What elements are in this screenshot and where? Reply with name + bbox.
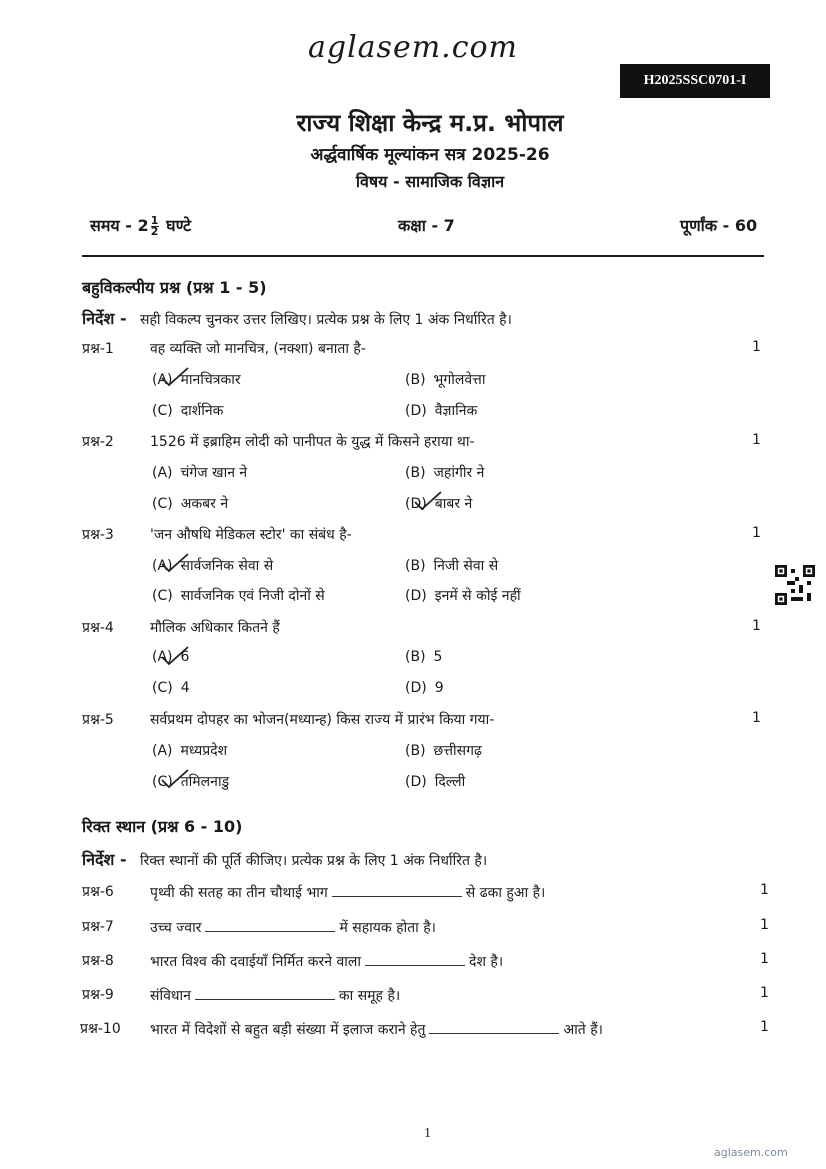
option-c: (C) तमिलनाडु [152,774,230,790]
option-c: (C) दार्शनिक [152,403,224,419]
fill-blank-text: पृथ्वी की सतह का तीन चौथाई भाग से ढका हुआ है। [150,882,545,902]
option-b: (B) 5 [405,649,443,665]
paper-code: H2025SSC0701-I [620,64,770,98]
question-number: प्रश्न-8 [82,953,114,969]
section-title: रिक्त स्थान (प्रश्न 6 - 10) [82,817,243,836]
question-marks: 1 [752,710,761,726]
question-text: 'जन औषधि मेडिकल स्टोर' का संबंध है- [150,527,352,543]
option-d: (D) इनमें से कोई नहीं [405,588,521,604]
question-marks: 1 [760,882,769,898]
page-title: राज्य शिक्षा केन्द्र म.प्र. भोपाल [296,109,564,137]
section-instruction: निर्देश - रिक्त स्थानों की पूर्ति कीजिए। प्रत्येक प्रश्न के लिए 1 अंक निर्धारित है। [82,850,488,869]
option-a: (A) 6 [152,649,190,665]
question-number: प्रश्न-6 [82,884,114,900]
answer-tick-mark [413,490,443,512]
option-d: (D) वैज्ञानिक [405,403,478,419]
question-marks: 1 [752,339,761,355]
option-b: (B) भूगोलवेत्ता [405,372,486,388]
watermark-logo: aglasem.com [307,30,518,65]
option-c: (C) सार्वजनिक एवं निजी दोनों से [152,588,325,604]
option-b: (B) जहांगीर ने [405,465,485,481]
answer-tick-mark [160,366,190,388]
option-b: (B) निजी सेवा से [405,558,499,574]
question-number: प्रश्न-9 [82,987,114,1003]
total-marks: पूर्णांक - 60 [680,216,758,235]
question-marks: 1 [760,951,769,967]
fill-blank-text: भारत विश्व की दवाईयाँ निर्मित करने वाला देश है। [150,951,503,971]
question-marks: 1 [760,985,769,1001]
class-label: कक्षा - 7 [398,216,455,235]
question-number: प्रश्न-1 [82,341,114,357]
option-d: (D) 9 [405,680,444,696]
question-text: 1526 में इब्राहिम लोदी को पानीपत के युद्ध में किसने हराया था- [150,434,475,450]
section-title: बहुविकल्पीय प्रश्न (प्रश्न 1 - 5) [82,278,267,297]
question-marks: 1 [752,618,761,634]
answer-tick-mark [160,768,190,790]
question-marks: 1 [760,917,769,933]
question-number: प्रश्न-2 [82,434,114,450]
option-c: (C) 4 [152,680,190,696]
page-number: 1 [424,1126,431,1141]
question-marks: 1 [752,432,761,448]
question-marks: 1 [752,525,761,541]
question-number: प्रश्न-4 [82,620,114,636]
question-number: प्रश्न-5 [82,712,114,728]
question-text: वह व्यक्ति जो मानचित्र, (नक्शा) बनाता है- [150,341,366,357]
fill-blank-text: उच्च ज्वार में सहायक होता है। [150,917,436,937]
exam-title: अर्द्धवार्षिक मूल्यांकन सत्र 2025-26 [310,145,550,165]
answer-tick-mark [160,552,190,574]
question-number: प्रश्न-7 [82,919,114,935]
option-d: (D) दिल्ली [405,774,466,790]
option-b: (B) छत्तीसगढ़ [405,743,482,759]
header-divider [82,255,764,257]
qr-code [775,565,815,605]
option-a: (A) चंगेज खान ने [152,465,248,481]
time-allowed: समय - 2 $\frac{1}{2}$ घण्टे [90,214,192,238]
question-text: मौलिक अधिकार कितने हैं [150,620,280,636]
subject-title: विषय - सामाजिक विज्ञान [355,172,505,191]
question-number: प्रश्न-10 [80,1021,121,1037]
answer-tick-mark [160,645,190,667]
option-d: (D) बाबर ने [405,496,473,512]
option-a: (A) मानचित्रकार [152,372,241,388]
fill-blank-text: संविधान का समूह है। [150,985,400,1005]
option-c: (C) अकबर ने [152,496,229,512]
fill-blank-text: भारत में विदेशों से बहुत बड़ी संख्या में इलाज कराने हेतु आते हैं। [150,1019,603,1039]
question-number: प्रश्न-3 [82,527,114,543]
footer-watermark: aglasem.com [714,1146,788,1159]
question-text: सर्वप्रथम दोपहर का भोजन(मध्यान्ह) किस राज्य में प्रारंभ किया गया- [150,712,495,728]
section-instruction: निर्देश - सही विकल्प चुनकर उत्तर लिखिए। प्रत्येक प्रश्न के लिए 1 अंक निर्धारित है। [82,309,512,328]
question-marks: 1 [760,1019,769,1035]
option-a: (A) मध्यप्रदेश [152,743,228,759]
option-a: (A) सार्वजनिक सेवा से [152,558,274,574]
